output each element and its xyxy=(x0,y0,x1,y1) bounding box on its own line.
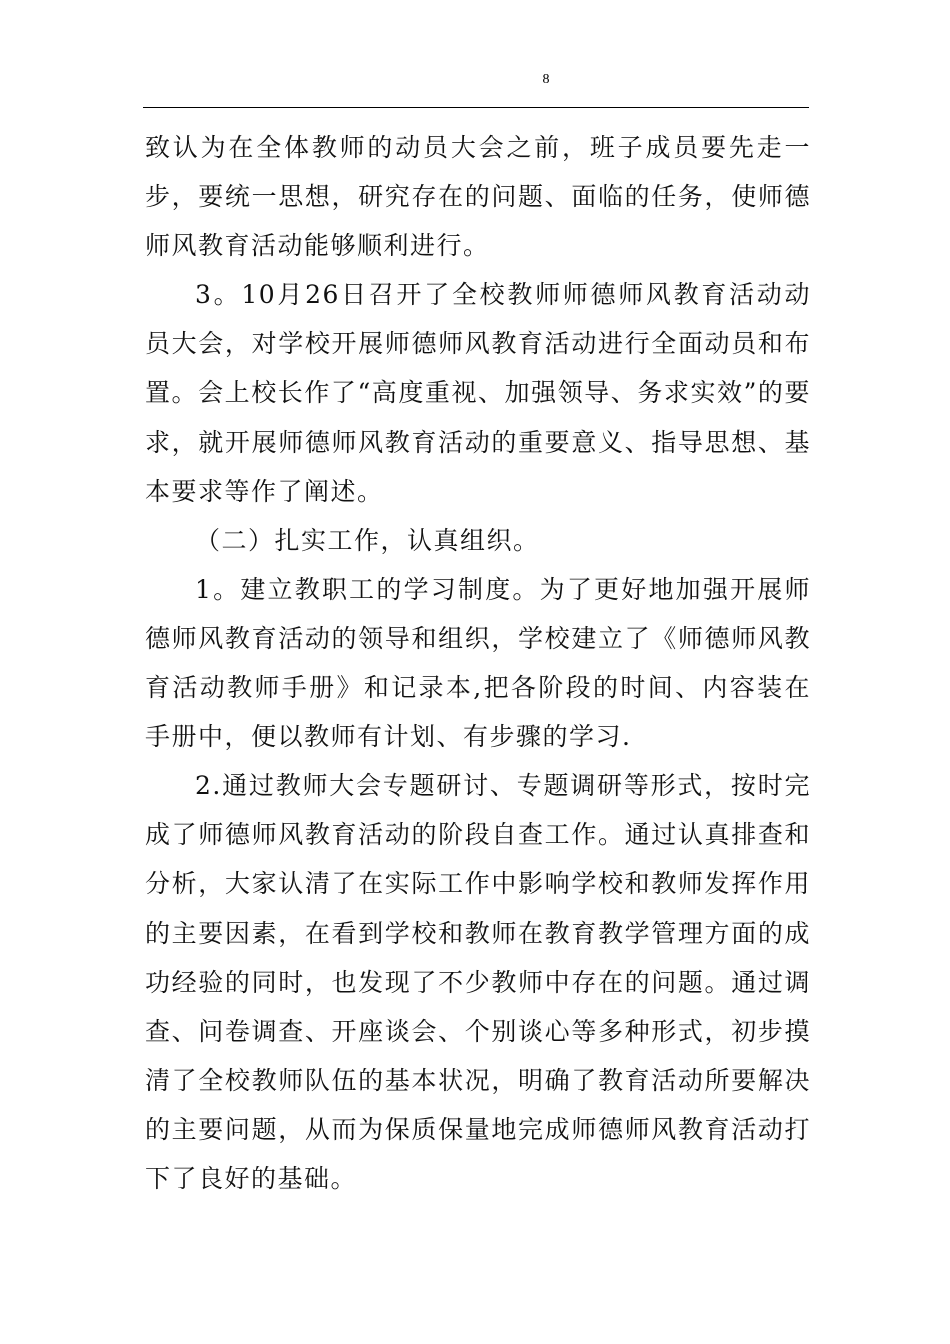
page-number: 8 xyxy=(542,72,550,87)
paragraph-continuation: 致认为在全体教师的动员大会之前，班子成员要先走一步，要统一思想，研究存在的问题、面临的任务，使师德师风教育活动能够顺利进行。 xyxy=(145,133,811,261)
document-body xyxy=(145,123,811,1203)
paragraph-item-3: 3。10月26日召开了全校教师师德师风教育活动动员大会，对学校开展师德师风教育活动进行全面动员和布置。会上校长作了“高度重视、加强领导、务求实效”的要求，就开展师德师风教育活动的重要意义、指导思想、基本要求等作了阐述。 xyxy=(145,280,811,506)
paragraph-item-1: 1。建立教职工的学习制度。为了更好地加强开展师德师风教育活动的领导和组织，学校建立了《师德师风教育活动教师手册》和记录本,把各阶段的时间、内容装在手册中，便以教师有计划、有步骤的学习. xyxy=(145,574,811,752)
header-divider xyxy=(143,107,809,108)
section-heading: （二）扎实工作，认真组织。 xyxy=(195,525,540,555)
paragraph-item-2: 2.通过教师大会专题研讨、专题调研等形式，按时完成了师德师风教育活动的阶段自查工作。通过认真排查和分析，大家认清了在实际工作中影响学校和教师发挥作用的主要因素，在看到学校和教师在教育教学管理方面的成功经验的同时，也发现了不少教师中存在的问题。通过调查、问卷调查、开座谈会、个别谈心等多种形式，初步摸清了全校教师队伍的基本状况，明确了教育活动所要解决的主要问题，从而为保质保量地完成师德师风教育活动打下了良好的基础。 xyxy=(145,771,811,1193)
